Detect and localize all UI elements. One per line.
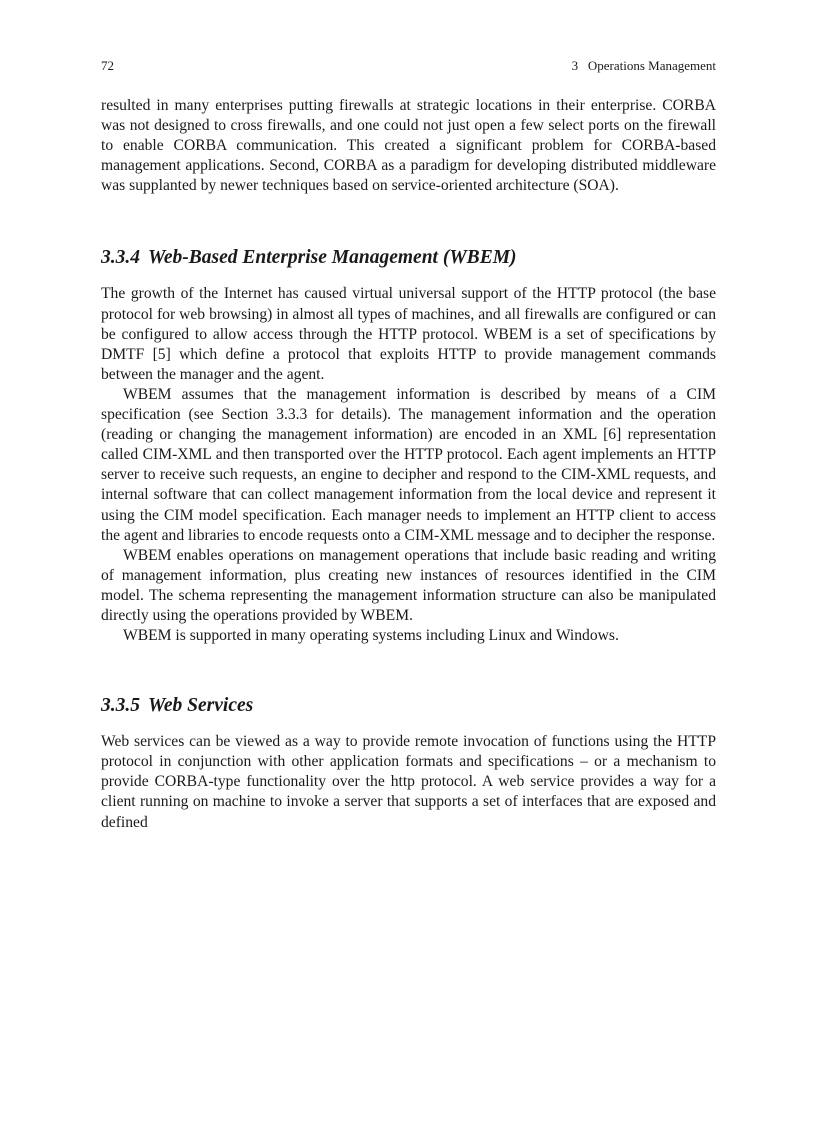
section-title: Web Services	[148, 695, 254, 717]
section-heading-web-services	[101, 694, 716, 718]
section-title: Web-Based Enterprise Management (WBEM)	[148, 247, 517, 269]
paragraph-wbem-intro: The growth of the Internet has caused virtual universal support of the HTTP protocol (the base protocol for web browsing) in almost all types of machines, and all firewalls are configured or can be configured to allow access through the HTTP protocol. WBEM is a set of specifications by DMTF [5] which define a protocol that exploits HTTP to provide management commands between the manager and the agent.	[101, 285, 716, 383]
section-number: 3.3.4	[101, 247, 140, 269]
page-number: 72	[101, 58, 114, 73]
section-number: 3.3.5	[101, 695, 140, 717]
paragraph-wbem-support: WBEM is supported in many operating systems including Linux and Windows.	[123, 627, 619, 645]
paragraph-corba-firewalls: resulted in many enterprises putting firewalls at strategic locations in their enterprise. CORBA was not designed to cross firewalls, and one could not just open a few select ports on the firewall to enable CORBA communication. This created a significant problem for CORBA-based management applications. Second, CORBA as a paradigm for developing distributed middleware was supplanted by newer techniques based on service-oriented architecture (SOA).	[101, 97, 716, 195]
running-header	[101, 56, 716, 76]
paragraph-web-services-intro: Web services can be viewed as a way to provide remote invocation of functions using the HTTP protocol in conjunction with other application formats and specifications – or a mechanism to provide CORBA-type functionality over the http protocol. A web service provides a way for a client running on machine to invoke a server that supports a set of interfaces that are exposed and defined	[101, 733, 716, 831]
chapter-title: 3 Operations Management	[571, 58, 716, 73]
section-heading-wbem	[101, 246, 716, 270]
paragraph-wbem-cim: WBEM assumes that the management information is described by means of a CIM specification (see Section 3.3.3 for details). The management information and the operation (reading or changing the management information) are encoded in an XML [6] representation called CIM-XML and then transported over the HTTP protocol. Each agent implements an HTTP server to receive such requests, an engine to decipher and respond to the CIM-XML requests, and internal software that can collect management information from the local device and represent it using the CIM model specification. Each manager needs to implement an HTTP client to access the agent and libraries to encode requests onto a CIM-XML message and to decipher the response.	[101, 385, 716, 544]
paragraph-wbem-operations: WBEM enables operations on management operations that include basic reading and writing of management information, plus creating new instances of resources identified in the CIM model. The schema representing the management information structure can also be manipulated directly using the operations provided by WBEM.	[101, 546, 716, 624]
book-page	[101, 56, 716, 833]
